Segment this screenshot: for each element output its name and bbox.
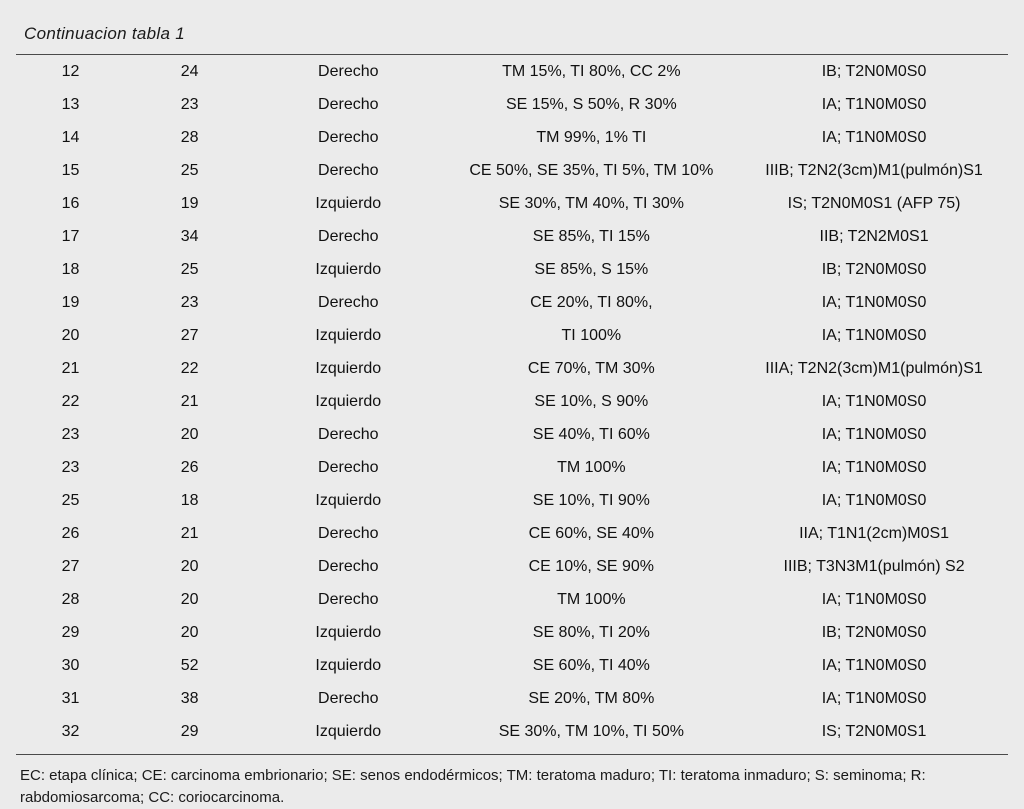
cell-histologia: SE 85%, TI 15% [532, 227, 650, 245]
cell-estadio: IIIB; T3N3M1(pulmón) S2 [783, 557, 965, 575]
cell-edad: 24 [180, 62, 199, 80]
cell-estadio: IB; T2N0M0S0 [821, 62, 927, 80]
cell-histologia: TM 100% [557, 590, 626, 608]
cell-edad: 38 [180, 689, 199, 707]
table-row [16, 682, 1008, 715]
cell-n: 13 [61, 95, 80, 113]
table-row [16, 121, 1008, 154]
cell-lado: Derecho [318, 293, 379, 311]
cell-n: 29 [61, 623, 80, 641]
cell-histologia: SE 15%, S 50%, R 30% [505, 95, 677, 113]
cell-n: 31 [61, 689, 80, 707]
cell-histologia: SE 30%, TM 40%, TI 30% [498, 194, 684, 212]
cell-edad: 20 [180, 623, 199, 641]
cell-lado: Derecho [318, 689, 379, 707]
table-footnote: EC: etapa clínica; CE: carcinoma embrionario; SE: senos endodérmicos; TM: teratoma maduro; TI: teratoma inmaduro; S: seminoma; R: rabdomiosarcoma; CC: coriocarcinoma. [20, 767, 926, 806]
table-row [16, 253, 1008, 286]
cell-histologia: CE 20%, TI 80%, [530, 293, 653, 311]
cell-n: 22 [61, 392, 80, 410]
cell-n: 26 [61, 524, 80, 542]
table-row [16, 55, 1008, 88]
table-row [16, 616, 1008, 649]
table-caption: Continuacion tabla 1 [24, 24, 186, 43]
cell-lado: Izquierdo [315, 623, 382, 641]
table-row [16, 352, 1008, 385]
cell-edad: 20 [180, 557, 199, 575]
cell-n: 15 [61, 161, 80, 179]
cell-edad: 20 [180, 590, 199, 608]
cell-lado: Derecho [318, 524, 379, 542]
cell-lado: Izquierdo [315, 359, 382, 377]
cell-histologia: SE 30%, TM 10%, TI 50% [498, 722, 684, 740]
cell-lado: Derecho [318, 62, 379, 80]
cell-estadio: IS; T2N0M0S1 [821, 722, 927, 740]
cell-histologia: SE 40%, TI 60% [532, 425, 650, 443]
cell-edad: 20 [180, 425, 199, 443]
cell-estadio: IA; T1N0M0S0 [821, 656, 927, 674]
cell-n: 17 [61, 227, 80, 245]
cell-estadio: IS; T2N0M0S1 (AFP 75) [787, 194, 961, 212]
cell-histologia: TM 100% [557, 458, 626, 476]
table-row [16, 88, 1008, 121]
cell-n: 23 [61, 458, 80, 476]
cell-estadio: IIB; T2N2M0S1 [819, 227, 929, 245]
table-row [16, 715, 1008, 748]
cell-n: 16 [61, 194, 80, 212]
cell-histologia: CE 50%, SE 35%, TI 5%, TM 10% [469, 161, 714, 179]
cell-edad: 28 [180, 128, 199, 146]
cell-n: 20 [61, 326, 80, 344]
cell-n: 21 [61, 359, 80, 377]
cell-lado: Derecho [318, 458, 379, 476]
cell-estadio: IIIB; T2N2(3cm)M1(pulmón)S1 [765, 161, 983, 179]
cell-edad: 21 [180, 524, 199, 542]
cell-n: 28 [61, 590, 80, 608]
cell-histologia: CE 10%, SE 90% [528, 557, 655, 575]
cell-lado: Derecho [318, 95, 379, 113]
cell-estadio: IA; T1N0M0S0 [821, 326, 927, 344]
table-row [16, 385, 1008, 418]
cell-n: 30 [61, 656, 80, 674]
cell-estadio: IA; T1N0M0S0 [821, 293, 927, 311]
cell-lado: Izquierdo [315, 194, 382, 212]
cell-estadio: IB; T2N0M0S0 [821, 623, 927, 641]
table-row [16, 484, 1008, 517]
cell-n: 23 [61, 425, 80, 443]
cell-n: 32 [61, 722, 80, 740]
cell-edad: 25 [180, 161, 199, 179]
cell-lado: Izquierdo [315, 656, 382, 674]
cell-histologia: SE 85%, S 15% [534, 260, 649, 278]
table-row [16, 583, 1008, 616]
cell-edad: 18 [180, 491, 199, 509]
cell-lado: Derecho [318, 425, 379, 443]
cell-histologia: TM 15%, TI 80%, CC 2% [502, 62, 681, 80]
table-row [16, 319, 1008, 352]
cell-lado: Izquierdo [315, 491, 382, 509]
cell-lado: Derecho [318, 227, 379, 245]
cell-lado: Izquierdo [315, 260, 382, 278]
cell-n: 27 [61, 557, 80, 575]
table-row [16, 220, 1008, 253]
cell-edad: 21 [180, 392, 199, 410]
cell-estadio: IA; T1N0M0S0 [821, 392, 927, 410]
cell-edad: 22 [180, 359, 199, 377]
cell-n: 25 [61, 491, 80, 509]
cell-n: 19 [61, 293, 80, 311]
cell-histologia: SE 10%, S 90% [534, 392, 649, 410]
cell-edad: 27 [180, 326, 199, 344]
cell-estadio: IB; T2N0M0S0 [821, 260, 927, 278]
cell-lado: Izquierdo [315, 722, 382, 740]
cell-histologia: TI 100% [561, 326, 622, 344]
table-row [16, 517, 1008, 550]
cell-histologia: TM 99%, 1% TI [536, 128, 647, 146]
cell-histologia: SE 80%, TI 20% [532, 623, 650, 641]
cell-estadio: IA; T1N0M0S0 [821, 128, 927, 146]
clinical-data-table [16, 55, 1008, 748]
cell-lado: Derecho [318, 161, 379, 179]
cell-estadio: IA; T1N0M0S0 [821, 590, 927, 608]
table-body [16, 55, 1008, 748]
cell-lado: Izquierdo [315, 326, 382, 344]
cell-estadio: IA; T1N0M0S0 [821, 458, 927, 476]
cell-lado: Derecho [318, 557, 379, 575]
cell-estadio: IA; T1N0M0S0 [821, 425, 927, 443]
table-row [16, 649, 1008, 682]
table-row [16, 187, 1008, 220]
cell-n: 12 [61, 62, 80, 80]
cell-estadio: IA; T1N0M0S0 [821, 689, 927, 707]
cell-histologia: CE 60%, SE 40% [528, 524, 655, 542]
cell-edad: 23 [180, 95, 199, 113]
cell-lado: Derecho [318, 128, 379, 146]
cell-histologia: SE 60%, TI 40% [532, 656, 650, 674]
cell-estadio: IA; T1N0M0S0 [821, 95, 927, 113]
table-row [16, 550, 1008, 583]
cell-lado: Izquierdo [315, 392, 382, 410]
cell-n: 18 [61, 260, 80, 278]
cell-n: 14 [61, 128, 80, 146]
cell-edad: 52 [180, 656, 199, 674]
cell-edad: 26 [180, 458, 199, 476]
cell-estadio: IA; T1N0M0S0 [821, 491, 927, 509]
cell-histologia: SE 20%, TM 80% [528, 689, 655, 707]
cell-edad: 19 [180, 194, 199, 212]
table-row [16, 418, 1008, 451]
cell-edad: 23 [180, 293, 199, 311]
cell-edad: 25 [180, 260, 199, 278]
cell-histologia: SE 10%, TI 90% [532, 491, 650, 509]
cell-histologia: CE 70%, TM 30% [527, 359, 655, 377]
table-row [16, 154, 1008, 187]
table-row [16, 451, 1008, 484]
cell-estadio: IIIA; T2N2(3cm)M1(pulmón)S1 [765, 359, 983, 377]
cell-edad: 34 [180, 227, 199, 245]
table-row [16, 286, 1008, 319]
cell-estadio: IIA; T1N1(2cm)M0S1 [799, 524, 950, 542]
cell-edad: 29 [180, 722, 199, 740]
cell-lado: Derecho [318, 590, 379, 608]
